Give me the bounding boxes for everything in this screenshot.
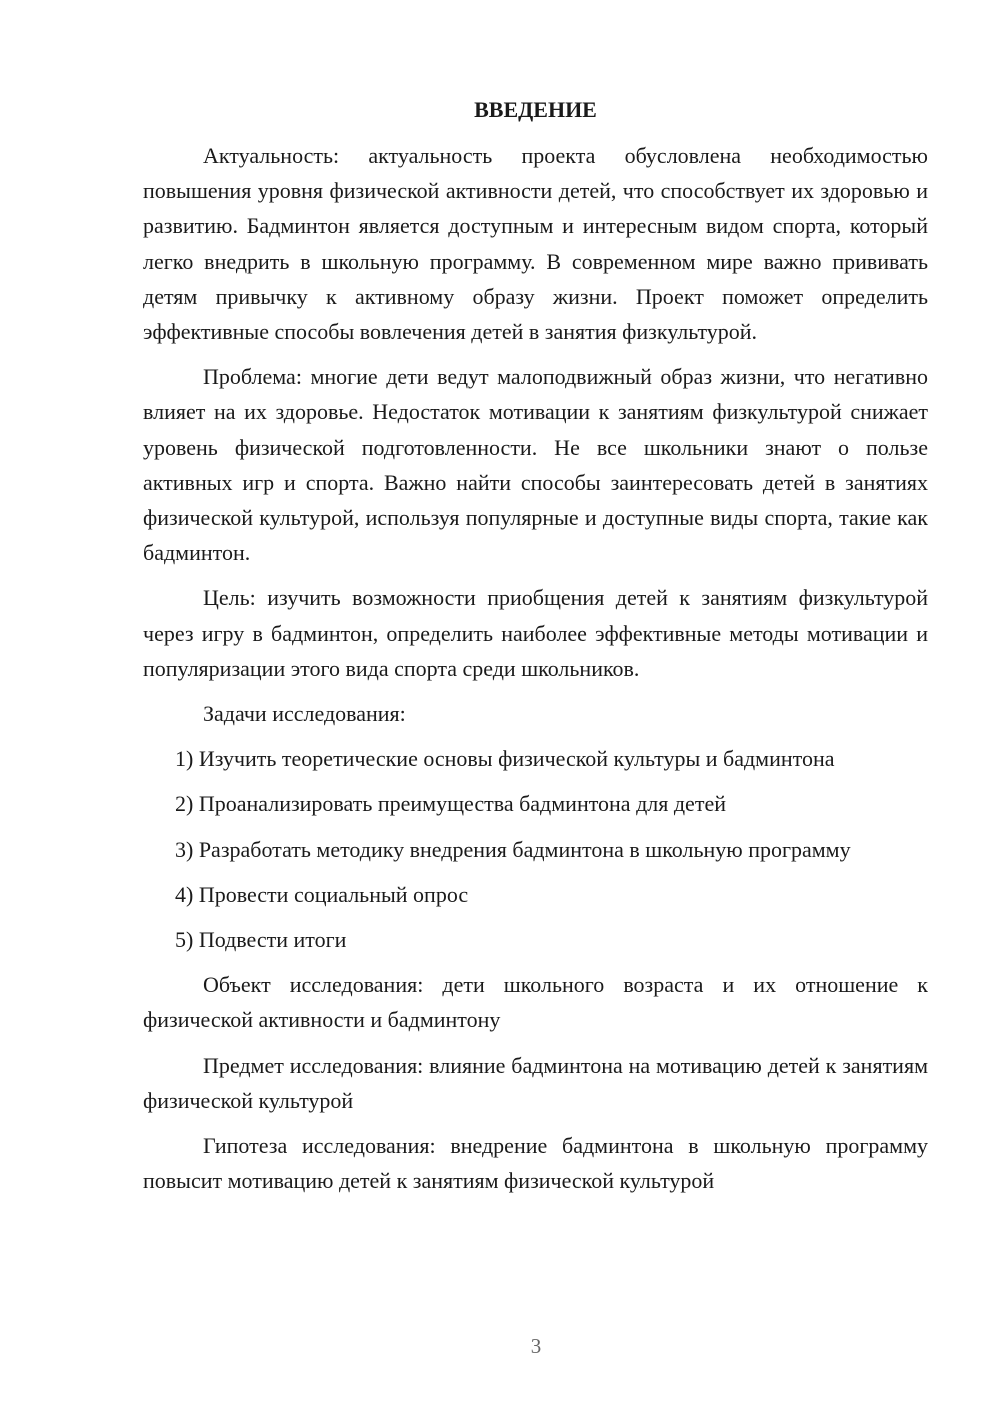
paragraph-tasks-heading: Задачи исследования: <box>203 701 406 727</box>
page-title: ВВЕДЕНИЕ <box>474 97 597 122</box>
page-number: 3 <box>530 1334 542 1358</box>
paragraph-hypothesis: Гипотеза исследования: внедрение бадминтона в школьную программу повысит мотивацию детей к занятиям физической культурой <box>143 1133 928 1194</box>
task-item: 2) Проанализировать преимущества бадминтона для детей <box>175 791 726 817</box>
task-item: 4) Провести социальный опрос <box>175 881 469 907</box>
task-item: 5) Подвести итоги <box>175 927 347 953</box>
page-content <box>143 95 928 1208</box>
task-item: 3) Разработать методику внедрения бадминтона в школьную программу <box>175 836 851 862</box>
paragraph-object: Объект исследования: дети школьного возраста и их отношение к физической активности и бадминтону <box>143 972 928 1033</box>
paragraph-subject: Предмет исследования: влияние бадминтона на мотивацию детей к занятиям физической культурой <box>143 1052 928 1113</box>
paragraph-problem: Проблема: многие дети ведут малоподвижный образ жизни, что негативно влияет на их здоровье. Недостаток мотивации к занятиям физкультурой снижает уровень физической подготовленности. Не все школьники знают о пользе активных игр и спорта. Важно найти способы заинтересовать детей в занятиях физической культурой, используя популярные и доступные виды спорта, такие как бадминтон. <box>143 364 928 566</box>
paragraph-goal: Цель: изучить возможности приобщения детей к занятиям физкультурой через игру в бадминтон, определить наиболее эффективные методы мотивации и популяризации этого вида спорта среди школьников. <box>143 585 928 681</box>
paragraph-relevance: Актуальность: актуальность проекта обусловлена необходимостью повышения уровня физической активности детей, что способствует их здоровью и развитию. Бадминтон является доступным и интересным видом спорта, который легко внедрить в школьную программу. В современном мире важно прививать детям привычку к активному образу жизни. Проект поможет определить эффективные способы вовлечения детей в занятия физкультурой. <box>143 143 928 345</box>
task-item: 1) Изучить теоретические основы физической культуры и бадминтона <box>175 746 835 772</box>
